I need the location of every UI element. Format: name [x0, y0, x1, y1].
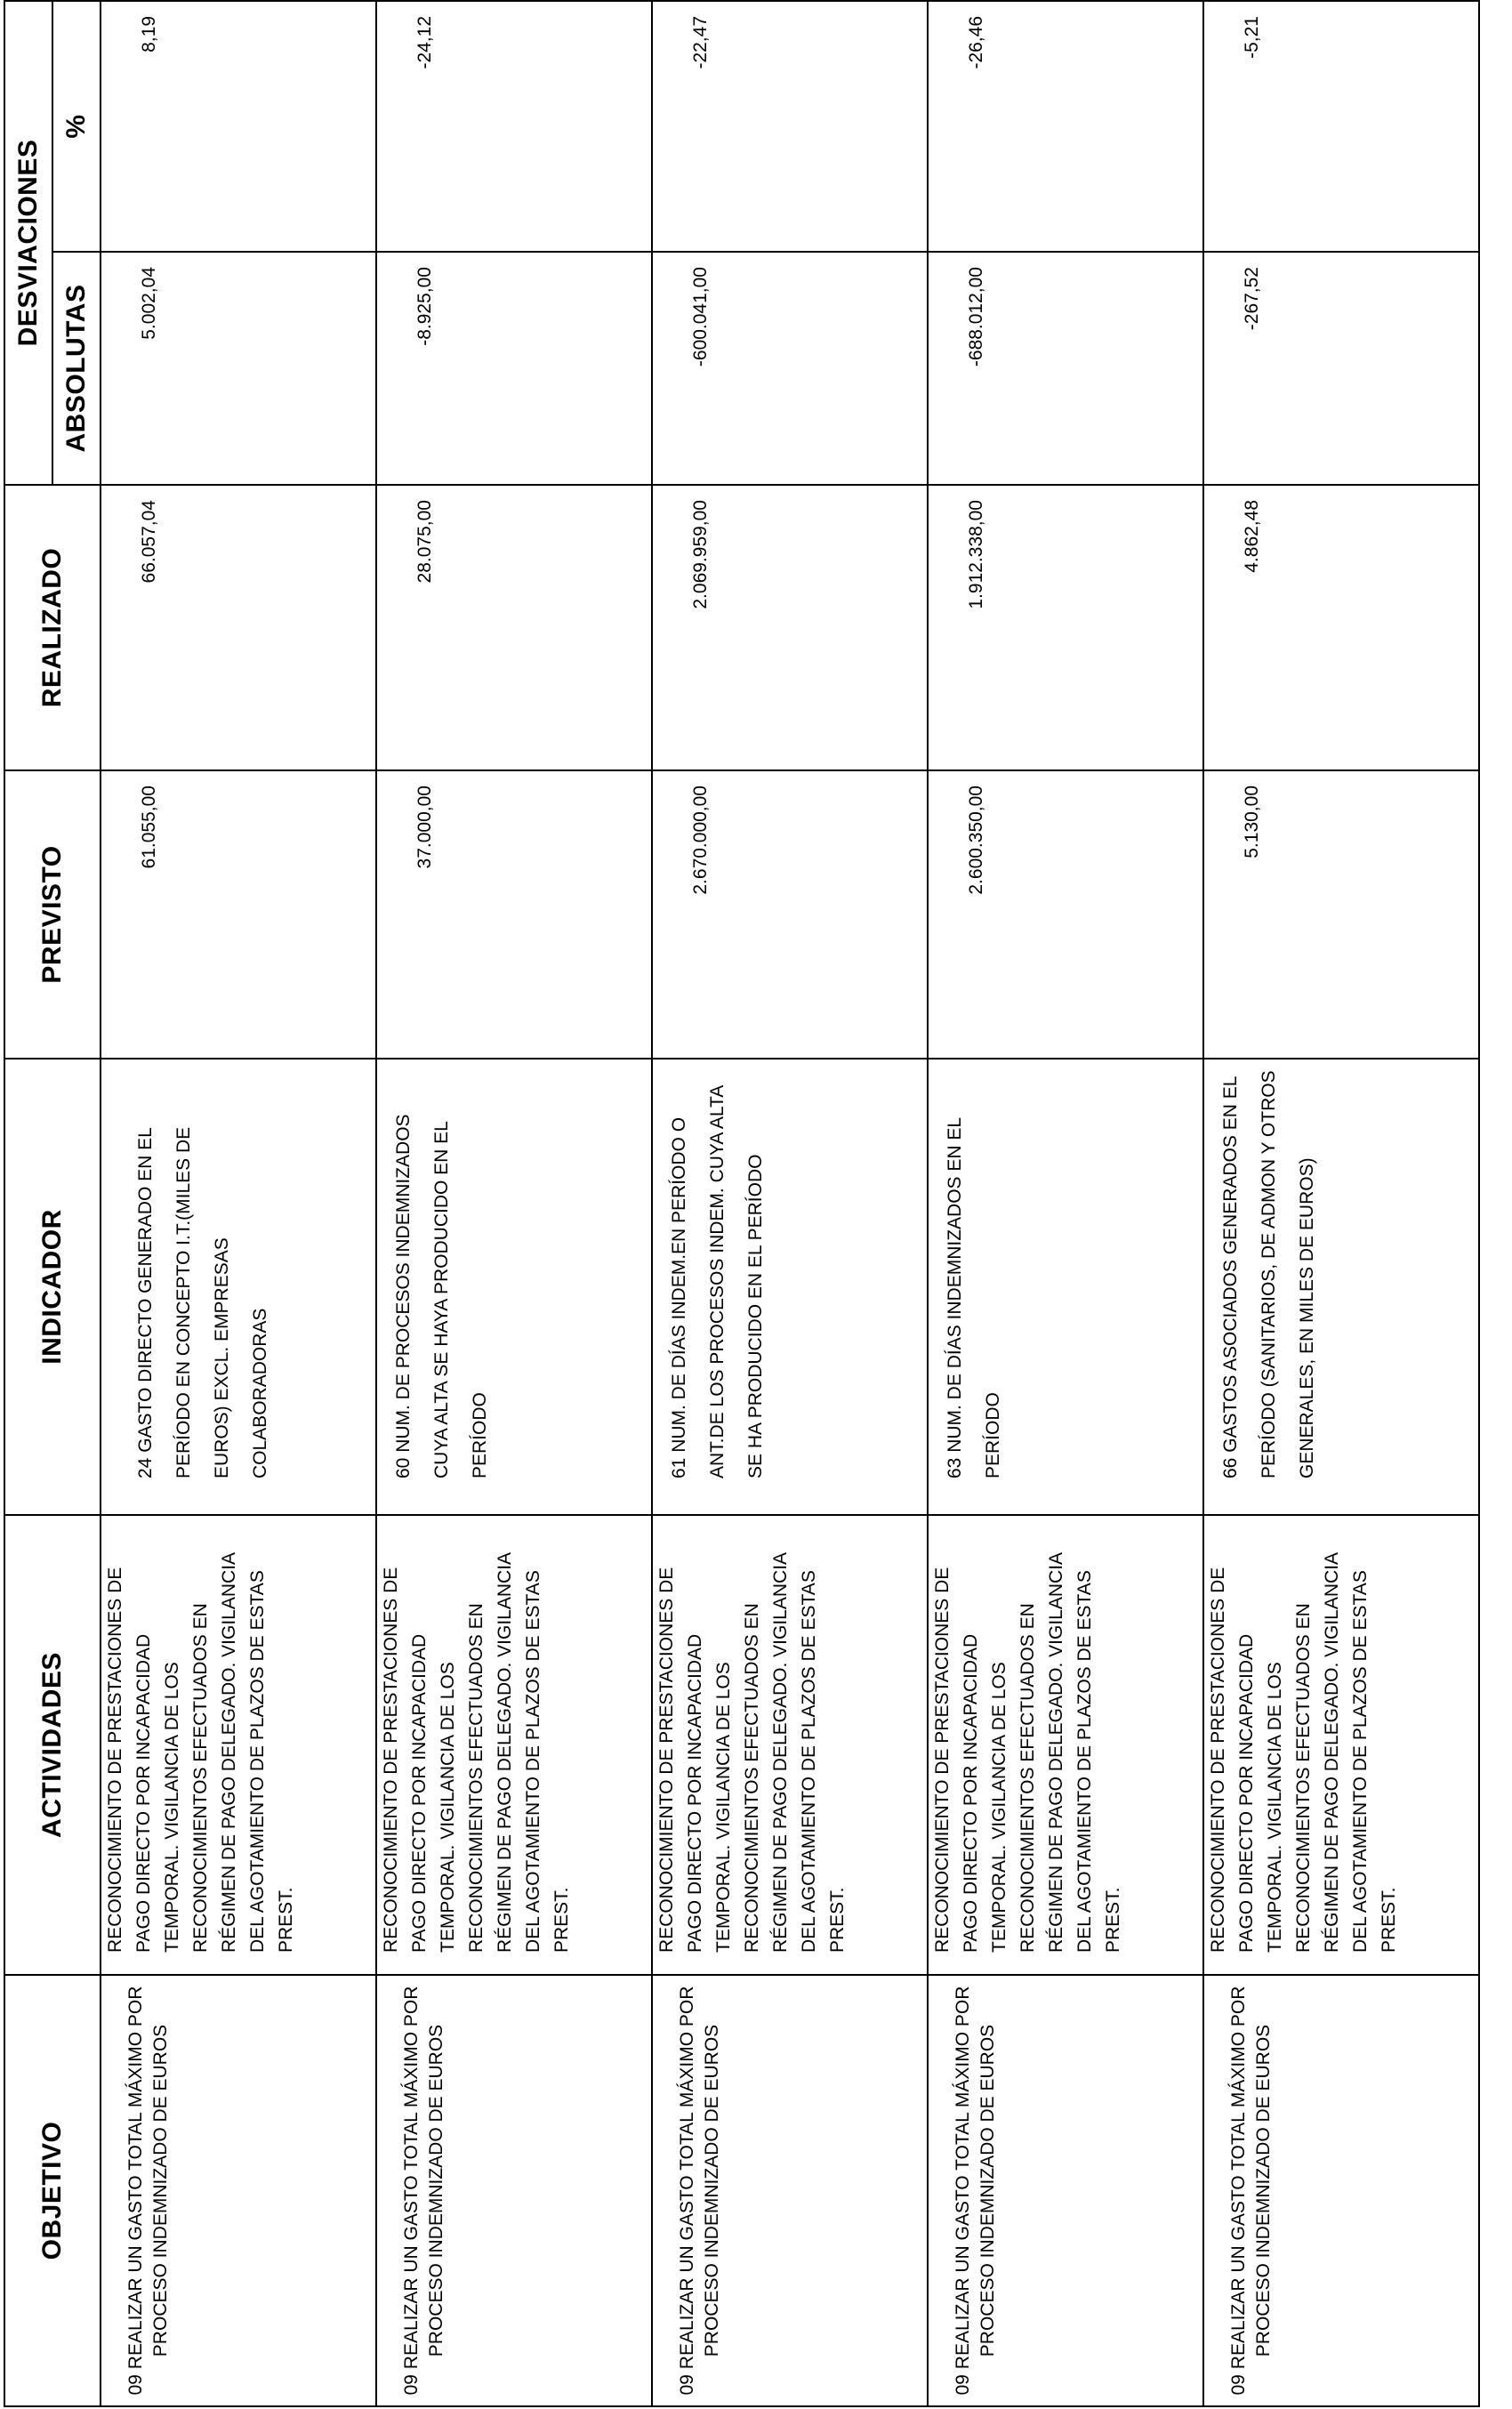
- porcentaje-cell: -24,12: [376, 1, 652, 252]
- absolutas-cell: -688.012,00: [928, 252, 1203, 485]
- indicador-cell: 24 GASTO DIRECTO GENERADO EN EL PERÍODO EN CONCEPTO I.T.(MILES DE EUROS) EXCL. EMPRESAS COLABORADORAS: [101, 1059, 376, 1515]
- previsto-cell: 5.130,00: [1203, 770, 1479, 1059]
- actividades-cell: RECONOCIMIENTO DE PRESTACIONES DE PAGO DIRECTO POR INCAPACIDAD TEMPORAL. VIGILANCIA DE LOS RECONOCIMIENTOS EFECTUADOS EN RÉGIMEN DE PAGO DELEGADO. VIGILANCIA DEL AGOTAMIENTO DE PLAZOS DE ESTAS PREST.: [652, 1515, 928, 1975]
- previsto-cell: 61.055,00: [101, 770, 376, 1059]
- header-indicador: INDICADOR: [4, 1059, 101, 1515]
- absolutas-cell: 5.002,04: [101, 252, 376, 485]
- realizado-cell: 1.912.338,00: [928, 485, 1203, 770]
- table-row: [928, 1, 1203, 2406]
- objectives-table: [4, 0, 1480, 2407]
- table-row: [1203, 1, 1479, 2406]
- header-desviaciones: DESVIACIONES: [4, 1, 52, 485]
- actividades-cell: RECONOCIMIENTO DE PRESTACIONES DE PAGO DIRECTO POR INCAPACIDAD TEMPORAL. VIGILANCIA DE LOS RECONOCIMIENTOS EFECTUADOS EN RÉGIMEN DE PAGO DELEGADO. VIGILANCIA DEL AGOTAMIENTO DE PLAZOS DE ESTAS PREST.: [101, 1515, 376, 1975]
- realizado-cell: 28.075,00: [376, 485, 652, 770]
- header-absolutas: ABSOLUTAS: [52, 252, 101, 485]
- absolutas-cell: -267,52: [1203, 252, 1479, 485]
- porcentaje-cell: -26,46: [928, 1, 1203, 252]
- header-actividades: ACTIVIDADES: [4, 1515, 101, 1975]
- table-row: [376, 1, 652, 2406]
- indicador-cell: 63 NUM. DE DÍAS INDEMNIZADOS EN EL PERÍODO: [928, 1059, 1203, 1515]
- objetivo-cell: 09 REALIZAR UN GASTO TOTAL MÁXIMO POR PROCESO INDEMNIZADO DE EUROS: [928, 1975, 1203, 2406]
- absolutas-cell: -8.925,00: [376, 252, 652, 485]
- realizado-cell: 2.069.959,00: [652, 485, 928, 770]
- objetivo-cell: 09 REALIZAR UN GASTO TOTAL MÁXIMO POR PROCESO INDEMNIZADO DE EUROS: [101, 1975, 376, 2406]
- table-row: [101, 1, 376, 2406]
- objetivo-cell: 09 REALIZAR UN GASTO TOTAL MÁXIMO POR PROCESO INDEMNIZADO DE EUROS: [376, 1975, 652, 2406]
- realizado-cell: 4.862,48: [1203, 485, 1479, 770]
- actividades-cell: RECONOCIMIENTO DE PRESTACIONES DE PAGO DIRECTO POR INCAPACIDAD TEMPORAL. VIGILANCIA DE LOS RECONOCIMIENTOS EFECTUADOS EN RÉGIMEN DE PAGO DELEGADO. VIGILANCIA DEL AGOTAMIENTO DE PLAZOS DE ESTAS PREST.: [1203, 1515, 1479, 1975]
- absolutas-cell: -600.041,00: [652, 252, 928, 485]
- realizado-cell: 66.057,04: [101, 485, 376, 770]
- header-previsto: PREVISTO: [4, 770, 101, 1059]
- porcentaje-cell: -22,47: [652, 1, 928, 252]
- header-porcentaje: %: [52, 1, 101, 252]
- actividades-cell: RECONOCIMIENTO DE PRESTACIONES DE PAGO DIRECTO POR INCAPACIDAD TEMPORAL. VIGILANCIA DE LOS RECONOCIMIENTOS EFECTUADOS EN RÉGIMEN DE PAGO DELEGADO. VIGILANCIA DEL AGOTAMIENTO DE PLAZOS DE ESTAS PREST.: [928, 1515, 1203, 1975]
- indicador-cell: 60 NUM. DE PROCESOS INDEMNIZADOS CUYA ALTA SE HAYA PRODUCIDO EN EL PERÍODO: [376, 1059, 652, 1515]
- objetivo-cell: 09 REALIZAR UN GASTO TOTAL MÁXIMO POR PROCESO INDEMNIZADO DE EUROS: [1203, 1975, 1479, 2406]
- header-realizado: REALIZADO: [4, 485, 101, 770]
- indicador-cell: 61 NUM. DE DÍAS INDEM.EN PERÍODO O ANT.DE LOS PROCESOS INDEM. CUYA ALTA SE HA PRODUCIDO EN EL PERÍODO: [652, 1059, 928, 1515]
- table-row: [652, 1, 928, 2406]
- objetivo-cell: 09 REALIZAR UN GASTO TOTAL MÁXIMO POR PROCESO INDEMNIZADO DE EUROS: [652, 1975, 928, 2406]
- porcentaje-cell: 8,19: [101, 1, 376, 252]
- indicador-cell: 66 GASTOS ASOCIADOS GENERADOS EN EL PERÍODO (SANITARIOS, DE ADMON Y OTROS GENERALES, EN MILES DE EUROS): [1203, 1059, 1479, 1515]
- porcentaje-cell: -5,21: [1203, 1, 1479, 252]
- actividades-cell: RECONOCIMIENTO DE PRESTACIONES DE PAGO DIRECTO POR INCAPACIDAD TEMPORAL. VIGILANCIA DE LOS RECONOCIMIENTOS EFECTUADOS EN RÉGIMEN DE PAGO DELEGADO. VIGILANCIA DEL AGOTAMIENTO DE PLAZOS DE ESTAS PREST.: [376, 1515, 652, 1975]
- previsto-cell: 2.600.350,00: [928, 770, 1203, 1059]
- header-objetivo: OBJETIVO: [4, 1975, 101, 2406]
- previsto-cell: 2.670.000,00: [652, 770, 928, 1059]
- previsto-cell: 37.000,00: [376, 770, 652, 1059]
